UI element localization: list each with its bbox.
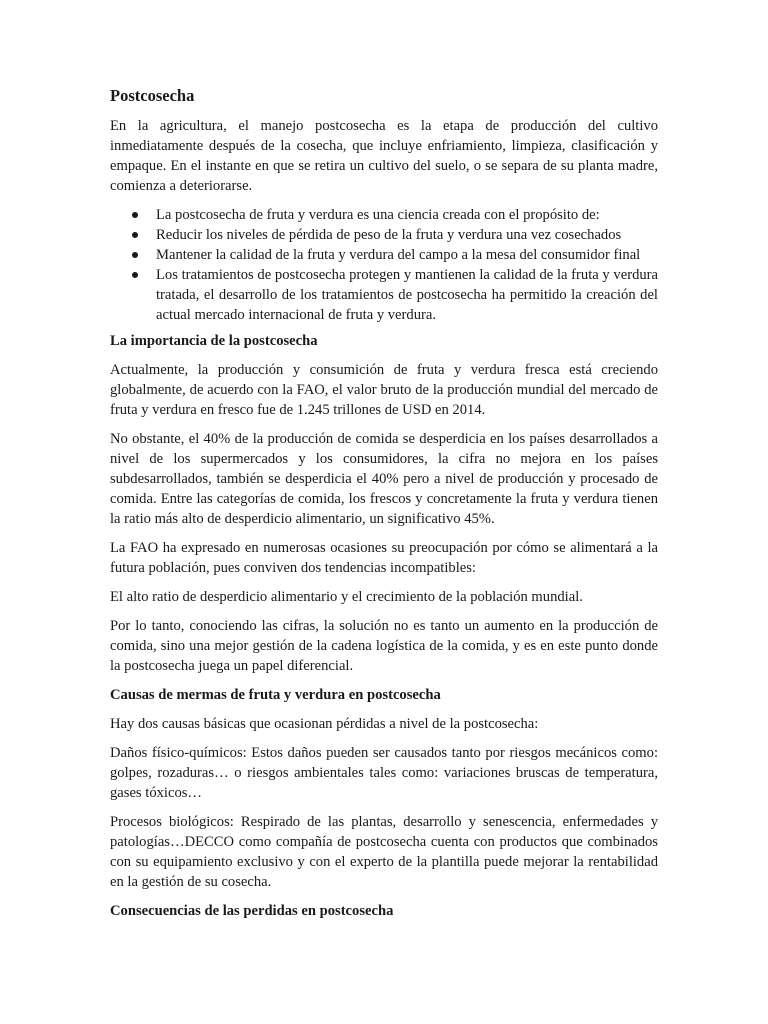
section-heading-consequences: Consecuencias de las perdidas en postcosecha bbox=[110, 903, 394, 919]
intro-paragraph: En la agricultura, el manejo postcosecha es la etapa de producción del cultivo inmediatamente después de la cosecha, que incluye enfriamiento, limpieza, clasificación y empaque. En el instante en que se retira un cultivo del suelo, o se separa de su planta madre, comienza a deteriorarse. bbox=[110, 118, 658, 194]
section-heading-importance: La importancia de la postcosecha bbox=[110, 333, 318, 349]
bullet-item: Los tratamientos de postcosecha protegen y mantienen la calidad de la fruta y verdura tratada, el desarrollo de los tratamientos de postcosecha ha permitido la creación del actual mercado internacional de fruta y verdura. bbox=[156, 267, 658, 323]
paragraph: El alto ratio de desperdicio alimentario y el crecimiento de la población mundial. bbox=[110, 589, 583, 605]
paragraph: Por lo tanto, conociendo las cifras, la solución no es tanto un aumento en la producción de comida, sino una mejor gestión de la cadena logística de la comida, y es en este punto donde la postcosecha juega un papel diferencial. bbox=[110, 618, 658, 674]
paragraph: Daños físico-químicos: Estos daños pueden ser causados tanto por riesgos mecánicos como: golpes, rozaduras… o riesgos ambientales tales como: variaciones bruscas de temperatura, gases tóxicos… bbox=[110, 745, 658, 801]
section-heading-causes: Causas de mermas de fruta y verdura en postcosecha bbox=[110, 687, 441, 703]
paragraph: Procesos biológicos: Respirado de las plantas, desarrollo y senescencia, enfermedades y patologías…DECCO como compañía de postcosecha cuenta con productos que combinados con su equipamiento exclusivo y con el experto de la plantilla puede mejorar la rentabilidad en la gestión de su cosecha. bbox=[110, 814, 658, 890]
bullet-list bbox=[110, 205, 658, 325]
document-title: Postcosecha bbox=[110, 86, 195, 105]
paragraph: La FAO ha expresado en numerosas ocasiones su preocupación por cómo se alimentará a la futura población, pues conviven dos tendencias incompatibles: bbox=[110, 540, 658, 576]
paragraph: Hay dos causas básicas que ocasionan pérdidas a nivel de la postcosecha: bbox=[110, 716, 539, 732]
paragraph: Actualmente, la producción y consumición de fruta y verdura fresca está creciendo globalmente, de acuerdo con la FAO, el valor bruto de la producción mundial del mercado de fruta y verdura en fresco fue de 1.245 trillones de USD en 2014. bbox=[110, 362, 658, 418]
paragraph: No obstante, el 40% de la producción de comida se desperdicia en los países desarrollados a nivel de los supermercados y los consumidores, la cifra no mejora en los países subdesarrollados, también se desperdicia el 40% pero a nivel de producción y procesado de comida. Entre las categorías de comida, los frescos y concretamente la fruta y verdura tienen la ratio más alto de desperdicio alimentario, un significativo 45%. bbox=[110, 431, 658, 527]
bullet-item: Mantener la calidad de la fruta y verdura del campo a la mesa del consumidor final bbox=[156, 245, 658, 265]
bullet-item: La postcosecha de fruta y verdura es una ciencia creada con el propósito de: bbox=[156, 205, 658, 225]
bullet-item: Reducir los niveles de pérdida de peso de la fruta y verdura una vez cosechados bbox=[156, 225, 658, 245]
